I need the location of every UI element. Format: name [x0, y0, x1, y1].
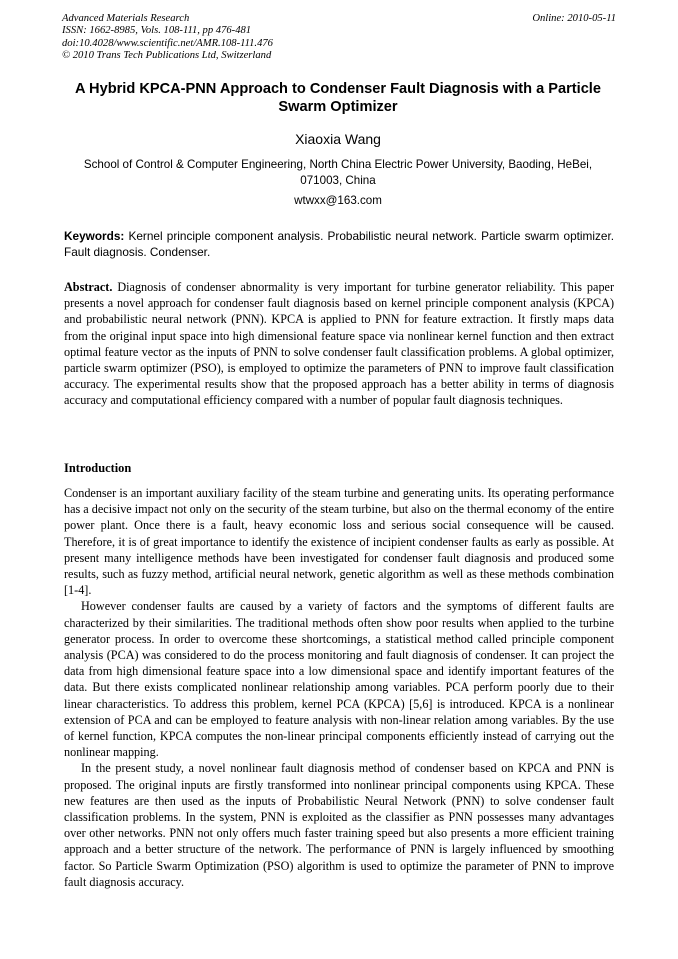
abstract-text: Diagnosis of condenser abnormality is very important for turbine generator reliability. This paper presents a novel approach for condenser fault diagnosis based on kernel principle component analysis (KPCA) and probabilistic neural network (PNN). KPCA is applied to PNN for feature extraction. It firstly maps data from the original input space into high dimensional feature space via nonlinear kernel function and then extract optimal feature vector as the inputs of PNN to solve condenser fault classification problems. A global optimizer, particle swarm optimizer (PSO), is employed to optimize the parameters of PNN to improve fault classification accuracy. The experimental results show that the proposed approach has a better ability in terms of diagnosis accuracy and computational efficiency compared with a number of popular fault diagnosis techniques.: [64, 280, 615, 408]
journal-name: Advanced Materials Research: [62, 13, 190, 24]
copyright-line: © 2010 Trans Tech Publications Ltd, Switzerland: [62, 50, 272, 62]
author-name: Xiaoxia Wang: [295, 131, 381, 147]
abstract-block: [64, 279, 614, 409]
keywords-text: Kernel principle component analysis. Probabilistic neural network. Particle swarm optimizer. Fault diagnosis. Condenser.: [64, 229, 614, 259]
paper-title: A Hybrid KPCA-PNN Approach to Condenser Fault Diagnosis with a Particle Swarm Optimizer: [75, 81, 601, 115]
intro-paragraph-1: Condenser is an important auxiliary facility of the steam turbine and generating units. Its operating performance has a decisive impact not only on the security of the steam turbine, but also on the thermal economy of the entire power plant. Once there is a fault, heavy economic loss and serious social consequence will be caused. Therefore, it is of great importance to identify the existence of incipient condenser faults as early as possible. At present many intelligence methods have been investigated for condenser fault diagnosis and produced some results, such as fuzzy method, artificial neural network, genetic algorithm as well as these methods combination [1-4].: [64, 486, 614, 598]
introduction-body: [64, 485, 614, 890]
intro-paragraph-2: However condenser faults are caused by a variety of factors and the symptoms of different faults are characterized by their similarities. The traditional methods often show poor results when applied to the turbine generator process. In order to overcome these shortcomings, a statistical method called principle component analysis (PCA) was considered to do the process monitoring and fault diagnosis of condenser. It can project the data from high dimensional feature space into a low dimensional space and identify important features of the data. But there exists complicated nonlinear relationship among variables. PCA perform poorly due to their linear characteristics. To address this problem, kernel PCA (KPCA) [5,6] is introduced. KPCA is a nonlinear extension of PCA and can be employed to feature analysis with non-linear relation among variables. By the use of kernel function, KPCA computes the non-linear principal components efficiently instead of carrying out the nonlinear mapping.: [64, 599, 614, 760]
keywords-block: [64, 228, 614, 260]
keywords-label: Keywords:: [64, 229, 125, 243]
issn-line: ISSN: 1662-8985, Vols. 108-111, pp 476-481: [62, 25, 252, 37]
abstract-label: Abstract.: [64, 280, 113, 294]
doi-line: doi:10.4028/www.scientific.net/AMR.108-111.476: [62, 37, 273, 49]
author-affiliation: School of Control & Computer Engineering, North China Electric Power University, Baoding, HeBei, 071003, China: [83, 158, 593, 187]
intro-paragraph-3: In the present study, a novel nonlinear fault diagnosis method of condenser based on KPCA and PNN is proposed. The original inputs are firstly transformed into nonlinear principal components using KPCA. These new features are then used as the inputs of Probabilistic Neural Network (PNN) to solve condenser fault classification problems. In the system, PNN is exploited as the classifier as PNN possesses many advantages over other networks. PNN not only offers much faster training speed but also presents a more efficient training approach and a better structure of the network. The performance of PNN is largely influenced by smoothing factor. So Particle Swarm Optimization (PSO) algorithm is used to optimize the parameter of PNN to improve fault diagnosis accuracy.: [64, 761, 614, 889]
journal-header: [62, 13, 273, 63]
author-email: wtwxx@163.com: [294, 194, 382, 207]
online-date: Online: 2010-05-11: [532, 13, 616, 24]
section-heading-introduction: Introduction: [64, 461, 132, 475]
